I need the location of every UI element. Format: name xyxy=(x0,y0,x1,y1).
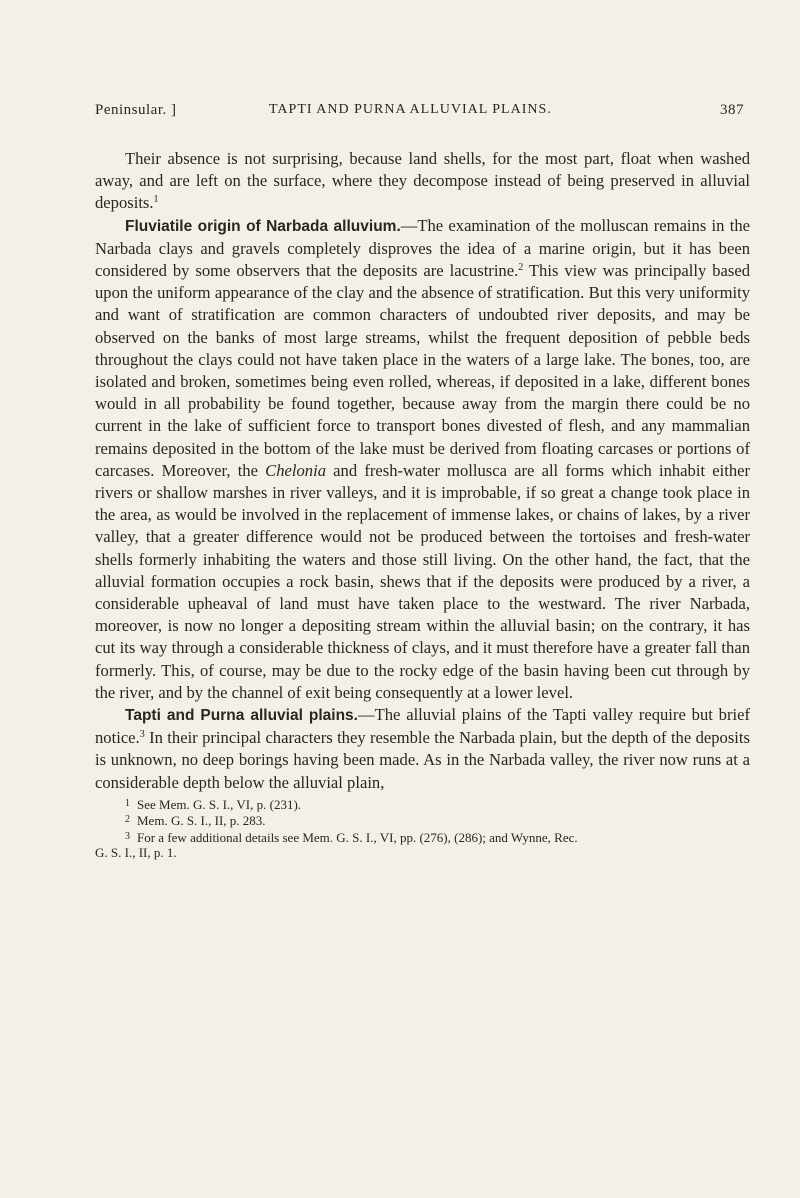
footnote xyxy=(95,812,750,829)
paragraph-text: —The alluvial plains of the Tapti valley require but brief notice. xyxy=(95,705,751,748)
paragraph-text: —The examination of the molluscan remains in the Narbada clays and gravels completely disproves the idea of a marine origin, but it has been considered by some observers that the deposits are lacustrine. xyxy=(95,215,750,281)
footnote xyxy=(95,796,750,813)
page-number: 387 xyxy=(720,102,744,118)
section-heading: Tapti and Purna alluvial plains. xyxy=(125,707,358,725)
footnote-ref: 3 xyxy=(139,729,145,741)
paragraph-intro xyxy=(95,148,750,215)
footnote-text: For a few additional details see Mem. G. S. I., VI, pp. (276), (286); and Wynne, Rec. xyxy=(137,829,578,845)
paragraph-text: and fresh-water mollusca are all forms which inhabit either rivers or shallow marshes in river valleys, and it is improbable, if so great a change took place in the area, as would be involved in the replacement of immense lakes, or chains of lakes, by a river valley, that a greater difference would not be produced between the tortoises and fresh-water shells formerly inhabiting the waters and those still living. On the other hand, the fact, that the alluvial formation occupies a rock basin, shews that if the deposits were produced by a river, a considerable upheaval of land must have taken place to the westward. The river Narbada, moreover, is now no longer a depositing stream within the alluvial basin; on the contrary, it has cut its way through a considerable thickness of clays, and it must therefore have a greater fall than formerly. This, of course, may be due to the rocky edge of the basin having been cut through by the river, and by the channel of exit being consequently at a lower level. xyxy=(95,460,751,702)
running-header xyxy=(95,102,750,128)
footnote-continuation: G. S. I., II, p. 1. xyxy=(95,845,177,861)
footnote-ref: 2 xyxy=(518,262,524,274)
header-title: TAPTI AND PURNA ALLUVIAL PLAINS. xyxy=(269,102,552,117)
book-page xyxy=(95,102,750,861)
footnote xyxy=(95,829,750,846)
paragraph-tapti xyxy=(95,704,750,794)
footnote-text: See Mem. G. S. I., VI, p. (231). xyxy=(137,796,302,812)
body-text xyxy=(95,148,750,794)
italic-term: Chelonia xyxy=(265,460,326,480)
footnote-number: 2 xyxy=(125,814,130,826)
footnotes xyxy=(95,796,750,861)
footnote-text: Mem. G. S. I., II, p. 283. xyxy=(137,813,266,829)
paragraph-fluviatile xyxy=(95,215,750,704)
footnote-ref: 1 xyxy=(153,194,159,206)
footnote-number: 1 xyxy=(125,797,130,809)
header-section: Peninsular. ] xyxy=(95,102,177,118)
paragraph-text: This view was principally based upon the uniform appearance of the clay and the absence of stratification. But this very uniformity and want of stratification are common characters of undoubted river deposits, and may be observed on the banks of most large streams, whilst the frequent deposition of pebble beds throughout the clays could not have taken place in the waters of a large lake. The bones, too, are isolated and broken, sometimes being even rolled, whereas, if deposited in a lake, different bones would in all probability be found together, because away from the margin there could be no current in the lake of sufficient force to transport bones divested of flesh, and any mammalian remains deposited in the bottom of the lake must be derived from floating carcases or portions of carcases. Moreover, the xyxy=(95,261,750,480)
intro-text: Their absence is not surprising, because land shells, for the most part, float when washed away, and are left on the surface, where they decompose instead of being preserved in alluvial deposits. xyxy=(95,149,750,213)
footnote-number: 3 xyxy=(125,830,130,842)
paragraph-text: In their principal characters they resemble the Narbada plain, but the depth of the deposits is unknown, no deep borings having been made. As in the Narbada valley, the river now runs at a considerable depth below the alluvial plain, xyxy=(95,728,750,792)
section-heading: Fluviatile origin of Narbada alluvium. xyxy=(125,217,401,235)
